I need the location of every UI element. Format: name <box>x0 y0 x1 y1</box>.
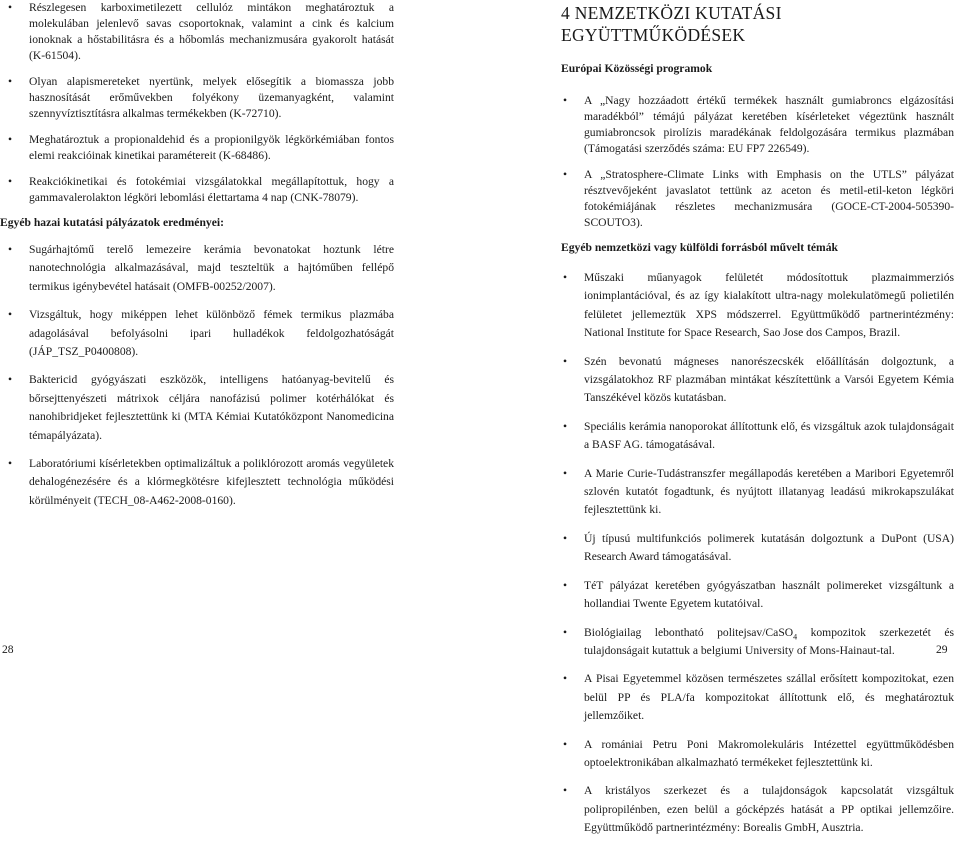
sub-heading-eu: Európai Közösségi programok <box>561 62 713 75</box>
bullet-icon: • <box>563 784 568 798</box>
right-page-column <box>561 0 954 848</box>
list-item: • A kristályos szerkezet és a tulajdonságok kapcsolatát vizsgáltuk polipropilénben, ezen belül a gócképzés hatását a PP optikai jellemzőire. Együttműködő partnerintézmény: Borealis GmbH, Ausztria. <box>563 784 954 835</box>
section-heading: Egyéb hazai kutatási pályázatok eredményei: <box>0 216 224 229</box>
bullet-list-international <box>561 269 954 838</box>
list-item: • TéT pályázat keretében gyógyászatban használt polimereket vizsgáltunk a hollandiai Twente Egyetem kutatóival. <box>563 578 954 611</box>
bullet-icon: • <box>563 354 568 368</box>
list-item: • Olyan alapismereteket nyertünk, melyek elősegítik a biomassza jobb hasznosítását erőművekben folyékony üzemanyagként, valamint szennyvíztisztításra alkalmas termékekben (K-72710). <box>8 75 394 120</box>
list-item: • Vizsgáltuk, hogy miképpen lehet különböző fémek termikus plazmába adagolásával befolyásolni ipari hulladékok feldolgozhatóságát (JÁP_TSZ_P0400808). <box>8 308 394 359</box>
bullet-icon: • <box>8 133 13 146</box>
bullet-list-eu <box>561 93 954 231</box>
list-item: • Új típusú multifunkciós polimerek kutatásán dolgoztunk a DuPont (USA) Research Award támogatásával. <box>563 531 954 564</box>
bullet-list-top <box>6 0 394 206</box>
list-item: • A „Stratosphere-Climate Links with Emphasis on the UTLS” pályázat résztvevőjeként javaslatot tettünk az aceton és metil-etil-keton légköri fotokémiájának részletes mechanizmusára (GOCE-CT-2004-505390-SCOUTO3). <box>563 168 954 229</box>
bullet-icon: • <box>563 419 568 433</box>
list-item: • Műszaki műanyagok felületét módosítottuk plazmaimmerziós ionimplantációval, és az így kialakított ultra-nagy molekulatömegű polietilén felületet jellemeztük XPS módszerrel. Együttműködő partnerintézmény: National Institute for Space Research, Sao Jose dos Campos, Brazil. <box>563 271 954 340</box>
list-item: • Reakciókinetikai és fotokémiai vizsgálatokkal megállapítottuk, hogy a gammavalerolakton légköri lebomlási élettartama 4 nap (CNK-78079). <box>8 175 394 204</box>
sub-heading-international: Egyéb nemzetközi vagy külföldi forrásból művelt témák <box>561 241 838 254</box>
bullet-icon: • <box>8 175 13 188</box>
bullet-icon: • <box>8 308 13 322</box>
bullet-icon: • <box>8 1 13 14</box>
list-item: • A romániai Petru Poni Makromolekuláris Intézettel együttműködésben optoelektronikában alkalmazható termékeket fejlesztettünk ki. <box>563 737 954 769</box>
list-item: • Meghatároztuk a propionaldehid és a propionilgyök légkörkémiában fontos elemi reakcióinak kinetikai paramétereit (K-68486). <box>8 133 394 162</box>
chapter-title: 4 NEMZETKÖZI KUTATÁSI EGYÜTTMŰKÖDÉSEK <box>561 3 782 45</box>
list-item: • Speciális kerámia nanoporokat állítottunk elő, és vizsgáltuk azok tulajdonságait a BASF AG. támogatásával. <box>563 419 954 452</box>
bullet-icon: • <box>563 625 568 639</box>
list-item: • Sugárhajtómű terelő lemezeire kerámia bevonatokat hoztunk létre nanotechnológia alkalmazásával, majd teszteltük a hajtóműben fellépő termikus igénybevétel hatásait (OMFB-00252/2007). <box>8 243 394 293</box>
bullet-icon: • <box>563 737 568 751</box>
subscript: 4 <box>793 631 798 641</box>
list-item: • Szén bevonatú mágneses nanorészecskék előállításán dolgoztunk, a vizsgálatokhoz RF plazmában mintákat készítettünk a Varsói Egyetem Kémia Tanszékével közös kutatásban. <box>563 354 954 405</box>
list-item: • A Pisai Egyetemmel közösen természetes szállal erősített kompozitokat, ezen belül PP és PLA/fa kompozitokat állítottunk elő, és meghatároztuk jellemzőiket. <box>563 672 954 723</box>
list-item: • A „Nagy hozzáadott értékű termékek használt gumiabroncs elgázosítási maradékból” témájú pályázat keretében kísérleteket végeztünk használt gumiabroncsok pirolízis maradékának feldolgozására termikus plazmában (Támogatási szerződés száma: EU FP7 226549). <box>563 94 954 155</box>
bullet-icon: • <box>563 271 568 284</box>
bullet-icon: • <box>8 457 13 471</box>
bullet-icon: • <box>563 168 568 181</box>
bullet-icon: • <box>563 531 568 545</box>
bullet-list-bottom <box>6 241 394 510</box>
list-item: • Baktericid gyógyászati eszközök, intelligens hatóanyag-bevitelű és bőrsejttenyészeti mátrixok céljára nanofázisú polimer kotérhálókat és nanohibridjeket fejlesztettünk ki (MTA Kémiai Kutatóközpont Nanomedicina témapályázata). <box>8 373 394 442</box>
page-number-right: 29 <box>936 643 948 656</box>
bullet-icon: • <box>8 243 13 256</box>
bullet-icon: • <box>8 373 13 387</box>
page-number-left: 28 <box>2 643 14 656</box>
bullet-icon: • <box>563 672 568 686</box>
list-item: • Laboratóriumi kísérletekben optimalizáltuk a poliklórozott aromás vegyületek dehalogénezésére és a klórmegkötésre kifejlesztett technológia működési körülményeit (TECH_08-A462-2008-0160). <box>8 457 394 507</box>
left-page-column <box>0 0 394 520</box>
bullet-icon: • <box>563 94 568 107</box>
bullet-icon: • <box>563 578 568 592</box>
list-item: • Részlegesen karboximetilezett cellulóz mintákon meghatároztuk a molekulában jelenlevő savas csoportoknak, valamint a cink és kalcium ionoknak a hőstabilitásra és a hőbomlás mechanizmusára gyakorolt hatását (K-61504). <box>8 1 394 62</box>
list-item: • A Marie Curie-Tudástranszfer megállapodás keretében a Maribori Egyetemről szlovén kutatót fogadtunk, és nyújtott illatanyag leadású mikrokapszulákat fejlesztettünk ki. <box>563 466 954 517</box>
bullet-icon: • <box>8 75 13 88</box>
bullet-icon: • <box>563 466 568 480</box>
list-item: • Biológiailag lebontható politejsav/CaSO$_4$ kompozitok szerkezetét és tulajdonságait kutattuk a belgiumi University of Mons-Hainaut-tal. <box>563 625 954 657</box>
